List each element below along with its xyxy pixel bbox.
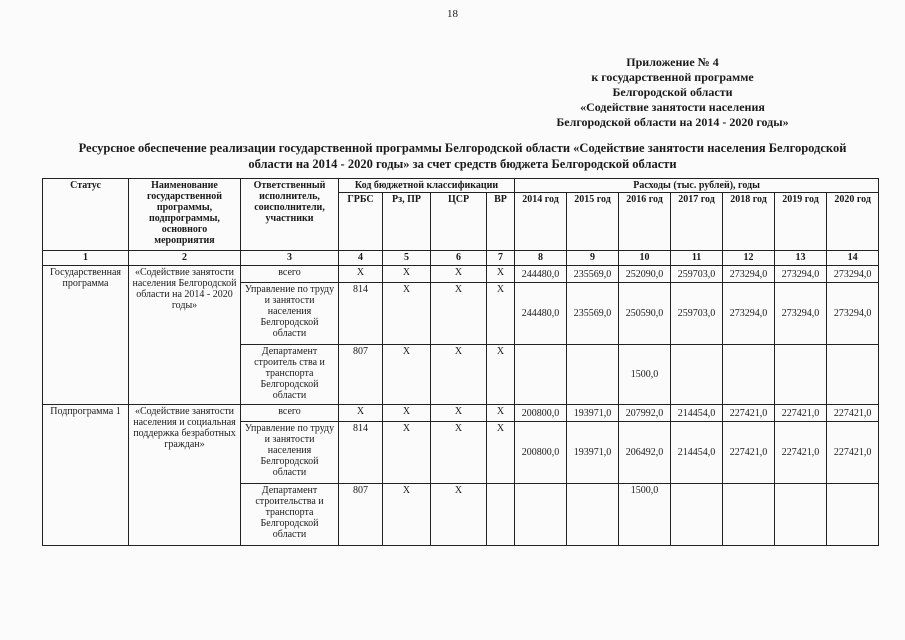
appendix-heading [555, 55, 790, 130]
value-cell [827, 484, 879, 546]
value-cell: 227421,0 [827, 405, 879, 422]
column-number: 1 [43, 251, 129, 266]
grbs-cell: Х [339, 405, 383, 422]
status-cell: Государственная программа [43, 266, 129, 405]
name-cell: «Содействие занятости населения Белгородской области на 2014 - 2020 годы» [129, 266, 241, 405]
page-number: 18 [447, 8, 458, 20]
header-year: 2018 год [723, 193, 775, 251]
rz-cell: Х [383, 345, 431, 405]
value-cell: 273294,0 [723, 283, 775, 345]
value-cell: 200800,0 [515, 422, 567, 484]
value-cell: 227421,0 [827, 422, 879, 484]
vr-cell: Х [487, 405, 515, 422]
appendix-line: Приложение № 4 [626, 55, 719, 69]
vr-cell: Х [487, 266, 515, 283]
value-cell: 193971,0 [567, 405, 619, 422]
csr-cell: Х [431, 484, 487, 546]
header-year: 2014 год [515, 193, 567, 251]
header-year: 2015 год [567, 193, 619, 251]
column-number: 14 [827, 251, 879, 266]
value-cell: 273294,0 [827, 283, 879, 345]
vr-cell: Х [487, 345, 515, 405]
value-cell: 214454,0 [671, 405, 723, 422]
value-cell: 259703,0 [671, 283, 723, 345]
appendix-line: «Содействие занятости населения [580, 100, 765, 114]
column-number: 5 [383, 251, 431, 266]
grbs-cell: 807 [339, 345, 383, 405]
grbs-cell: 814 [339, 283, 383, 345]
rz-cell: Х [383, 283, 431, 345]
value-cell: 273294,0 [827, 266, 879, 283]
value-cell: 235569,0 [567, 283, 619, 345]
value-cell: 273294,0 [723, 266, 775, 283]
header-year: 2016 год [619, 193, 671, 251]
value-cell: 273294,0 [775, 283, 827, 345]
csr-cell: Х [431, 405, 487, 422]
value-cell [775, 484, 827, 546]
appendix-line: к государственной программе [591, 70, 754, 84]
csr-cell: Х [431, 283, 487, 345]
header-year: 2017 год [671, 193, 723, 251]
responsible-cell: Управление по труду и занятости населения Белгородской области [241, 283, 339, 345]
value-cell: 259703,0 [671, 266, 723, 283]
value-cell [671, 345, 723, 405]
header-responsible: Ответственный исполнитель, соисполнители, участники [241, 179, 339, 251]
rz-cell: Х [383, 266, 431, 283]
column-number: 12 [723, 251, 775, 266]
table-row [43, 405, 879, 422]
value-cell [723, 484, 775, 546]
grbs-cell: Х [339, 266, 383, 283]
column-number: 13 [775, 251, 827, 266]
header-year: 2019 год [775, 193, 827, 251]
grbs-cell: 814 [339, 422, 383, 484]
header-budget-code: Код бюджетной классификации [339, 179, 515, 193]
responsible-cell: всего [241, 405, 339, 422]
value-cell: 1500,0 [619, 345, 671, 405]
value-cell [515, 345, 567, 405]
header-expenses: Расходы (тыс. рублей), годы [515, 179, 879, 193]
header-csr: ЦСР [431, 193, 487, 251]
column-number: 2 [129, 251, 241, 266]
header-rz: Рз, ПР [383, 193, 431, 251]
value-cell [775, 345, 827, 405]
status-cell: Подпрограмма 1 [43, 405, 129, 546]
document-title: Ресурсное обеспечение реализации государственной программы Белгородской области «Содействие занятости населения Белгородской области на 2014 - 2020 годы» за счет средств бюджета Белгородской области [78, 141, 847, 171]
csr-cell: Х [431, 345, 487, 405]
header-name: Наименование государственной программы, подпрограммы, основного мероприятия [129, 179, 241, 251]
vr-cell: Х [487, 422, 515, 484]
value-cell: 207992,0 [619, 405, 671, 422]
value-cell: 206492,0 [619, 422, 671, 484]
responsible-cell: Управление по труду и занятости населения Белгородской области [241, 422, 339, 484]
csr-cell: Х [431, 422, 487, 484]
responsible-cell: Департамент строительства и транспорта Белгородской области [241, 484, 339, 546]
header-grbs: ГРБС [339, 193, 383, 251]
appendix-line: Белгородской области на 2014 - 2020 годы» [556, 115, 789, 129]
resource-table [42, 178, 879, 546]
header-status: Статус [43, 179, 129, 251]
vr-cell: Х [487, 283, 515, 345]
header-vr: ВР [487, 193, 515, 251]
vr-cell [487, 484, 515, 546]
table-row [43, 266, 879, 283]
value-cell: 193971,0 [567, 422, 619, 484]
value-cell [515, 484, 567, 546]
value-cell [827, 345, 879, 405]
value-cell: 227421,0 [723, 422, 775, 484]
csr-cell: Х [431, 266, 487, 283]
responsible-cell: Департамент строитель ства и транспорта Белгородской области [241, 345, 339, 405]
value-cell: 227421,0 [723, 405, 775, 422]
grbs-cell: 807 [339, 484, 383, 546]
value-cell: 227421,0 [775, 405, 827, 422]
responsible-cell: всего [241, 266, 339, 283]
value-cell: 214454,0 [671, 422, 723, 484]
column-number: 7 [487, 251, 515, 266]
column-number: 3 [241, 251, 339, 266]
rz-cell: Х [383, 405, 431, 422]
value-cell: 252090,0 [619, 266, 671, 283]
value-cell [567, 484, 619, 546]
value-cell: 235569,0 [567, 266, 619, 283]
appendix-line: Белгородской области [612, 85, 733, 99]
column-number: 4 [339, 251, 383, 266]
rz-cell: Х [383, 484, 431, 546]
rz-cell: Х [383, 422, 431, 484]
value-cell: 1500,0 [619, 484, 671, 546]
column-number: 9 [567, 251, 619, 266]
value-cell: 273294,0 [775, 266, 827, 283]
column-number: 8 [515, 251, 567, 266]
value-cell: 244480,0 [515, 266, 567, 283]
value-cell [671, 484, 723, 546]
header-year: 2020 год [827, 193, 879, 251]
name-cell: «Содействие занятости населения и социальная поддержка безработных граждан» [129, 405, 241, 546]
value-cell: 250590,0 [619, 283, 671, 345]
column-number-row [43, 251, 879, 266]
value-cell [567, 345, 619, 405]
column-number: 11 [671, 251, 723, 266]
value-cell: 200800,0 [515, 405, 567, 422]
value-cell: 244480,0 [515, 283, 567, 345]
column-number: 6 [431, 251, 487, 266]
value-cell: 227421,0 [775, 422, 827, 484]
value-cell [723, 345, 775, 405]
column-number: 10 [619, 251, 671, 266]
